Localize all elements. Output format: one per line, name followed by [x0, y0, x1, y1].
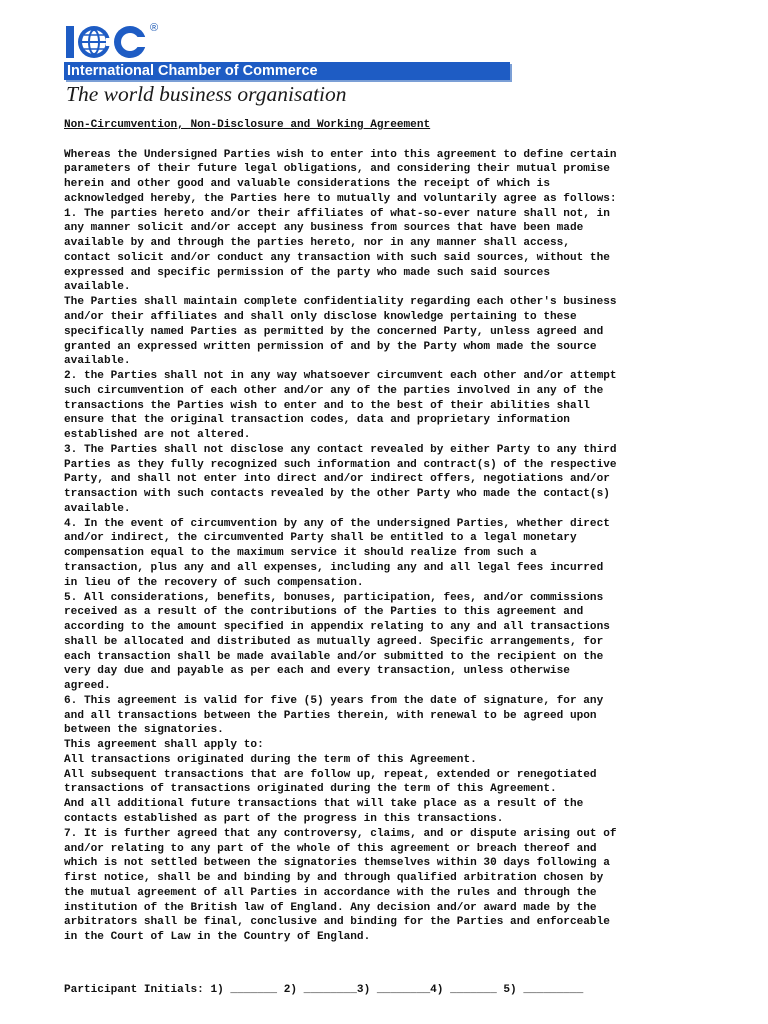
document-title: Non-Circumvention, Non-Disclosure and Working Agreement: [64, 119, 431, 131]
text-line: agreed.: [64, 680, 111, 693]
text-line: transactions the Parties wish to enter and to the best of their abilities shall: [64, 399, 590, 412]
text-line: the mutual agreement of all Parties in accordance with the rules and through the: [64, 886, 597, 899]
text-line: All subsequent transactions that are follow up, repeat, extended or renegotiated: [64, 768, 597, 781]
text-line: granted an expressed written permission of and by the Party whom made the source: [64, 340, 597, 353]
text-line: very day due and payable as per each and every transaction, unless otherwise: [64, 665, 570, 678]
text-line: and/or indirect, the circumvented Party shall be entitled to a legal monetary: [64, 532, 577, 545]
text-line: Whereas the Undersigned Parties wish to enter into this agreement to define certain: [64, 148, 617, 161]
text-line: contact solicit and/or conduct any transaction with such said sources, without the: [64, 251, 610, 264]
text-line: Party, and shall not enter into direct and/or indirect offers, negotiations and/or: [64, 473, 610, 486]
text-line: 4. In the event of circumvention by any of the undersigned Parties, whether direct: [64, 517, 610, 530]
text-line: contacts established as part of the progress in this transactions.: [64, 813, 504, 825]
text-line: received as a result of the contributions of the Parties to this agreement and: [64, 606, 584, 619]
text-line: 5. All considerations, benefits, bonuses, participation, fees, and/or commissions: [64, 591, 604, 604]
text-line: established are not altered.: [64, 429, 251, 442]
text-line: 7. It is further agreed that any controversy, claims, and or dispute arising out of: [64, 827, 617, 840]
text-line: available.: [64, 502, 131, 515]
text-line: according to the amount specified in appendix relating to any and all transactions: [64, 621, 610, 634]
text-line: This agreement shall apply to:: [64, 739, 264, 752]
text-line: in the Court of Law in the Country of England.: [64, 931, 371, 944]
icc-logo: [64, 22, 514, 108]
text-line: transaction with such contacts revealed by the other Party who made the contact(s): [64, 488, 610, 501]
text-line: 3. The Parties shall not disclose any contact revealed by either Party to any third: [64, 443, 617, 456]
text-line: such circumvention of each other and/or any of the parties involved in any of the: [64, 384, 604, 397]
text-line: transactions of transactions originated during the term of this Agreement.: [64, 783, 557, 796]
org-name: International Chamber of Commerce: [67, 63, 318, 79]
text-line: between the signatories.: [64, 724, 224, 737]
text-line: which is not settled between the signatories themselves within 30 days following a: [64, 857, 610, 870]
registered-mark: ®: [150, 22, 159, 34]
text-line: available by and through the parties hereto, nor in any manner shall access,: [64, 237, 570, 250]
participant-initials-line: Participant Initials: 1) _______ 2) ________3) ________4) _______ 5) _________: [64, 984, 584, 996]
text-line: expressed and specific permission of the party who made such said sources: [64, 266, 550, 279]
text-line: first notice, shall be and binding by and through qualified arbitration chosen by: [64, 872, 604, 885]
text-line: any manner solicit and/or accept any business from sources that have been made: [64, 222, 584, 235]
text-line: transaction, plus any and all expenses, including any and all legal fees incurred: [64, 561, 604, 574]
text-line: institution of the British law of England. Any decision and/or award made by the: [64, 901, 597, 914]
agreement-body: [64, 118, 724, 945]
text-line: shall be allocated and distributed as mutually agreed. Specific arrangements, for: [64, 635, 604, 648]
text-line: parameters of their future legal obligations, and considering their mutual promise: [64, 163, 610, 176]
text-line: The Parties shall maintain complete confidentiality regarding each other's business: [64, 296, 617, 309]
text-line: 1. The parties hereto and/or their affiliates of what-so-ever nature shall not, in: [64, 207, 610, 220]
text-line: available.: [64, 355, 131, 368]
text-line: and/or relating to any part of the whole of this agreement or breach thereof and: [64, 842, 597, 855]
text-line: 2. the Parties shall not in any way whatsoever circumvent each other and/or attempt: [64, 370, 617, 383]
text-line: and/or their affiliates and shall only disclose knowledge pertaining to these: [64, 310, 577, 323]
text-line: available.: [64, 281, 131, 294]
text-line: and all transactions between the Parties therein, with renewal to be agreed upon: [64, 709, 597, 722]
text-line: arbitrators shall be final, conclusive and binding for the Parties and enforceable: [64, 916, 610, 929]
text-line: ensure that the original transaction codes, data and proprietary information: [64, 414, 570, 427]
text-line: herein and other good and valuable considerations the receipt of which is: [64, 178, 550, 191]
text-line: each transaction shall be made available and/or submitted to the recipient on the: [64, 650, 604, 663]
text-line: Parties as they fully recognized such information and contract(s) of the respective: [64, 458, 617, 471]
agreement-text: [64, 148, 724, 945]
icc-logo-mark: [64, 22, 154, 62]
org-name-bar: [64, 62, 510, 80]
text-line: 6. This agreement is valid for five (5) years from the date of signature, for any: [64, 694, 604, 707]
text-line: in lieu of the recovery of such compensation.: [64, 576, 364, 589]
text-line: And all additional future transactions that will take place as a result of the: [64, 798, 584, 811]
text-line: acknowledged hereby, the Parties here to mutually and voluntarily agree as follows:: [64, 192, 617, 205]
text-line: specifically named Parties as permitted by the concerned Party, unless agreed and: [64, 325, 604, 338]
text-line: compensation equal to the maximum service it should realize from such a: [64, 547, 537, 560]
text-line: All transactions originated during the term of this Agreement.: [64, 753, 477, 766]
tagline: The world business organisation: [66, 82, 347, 106]
